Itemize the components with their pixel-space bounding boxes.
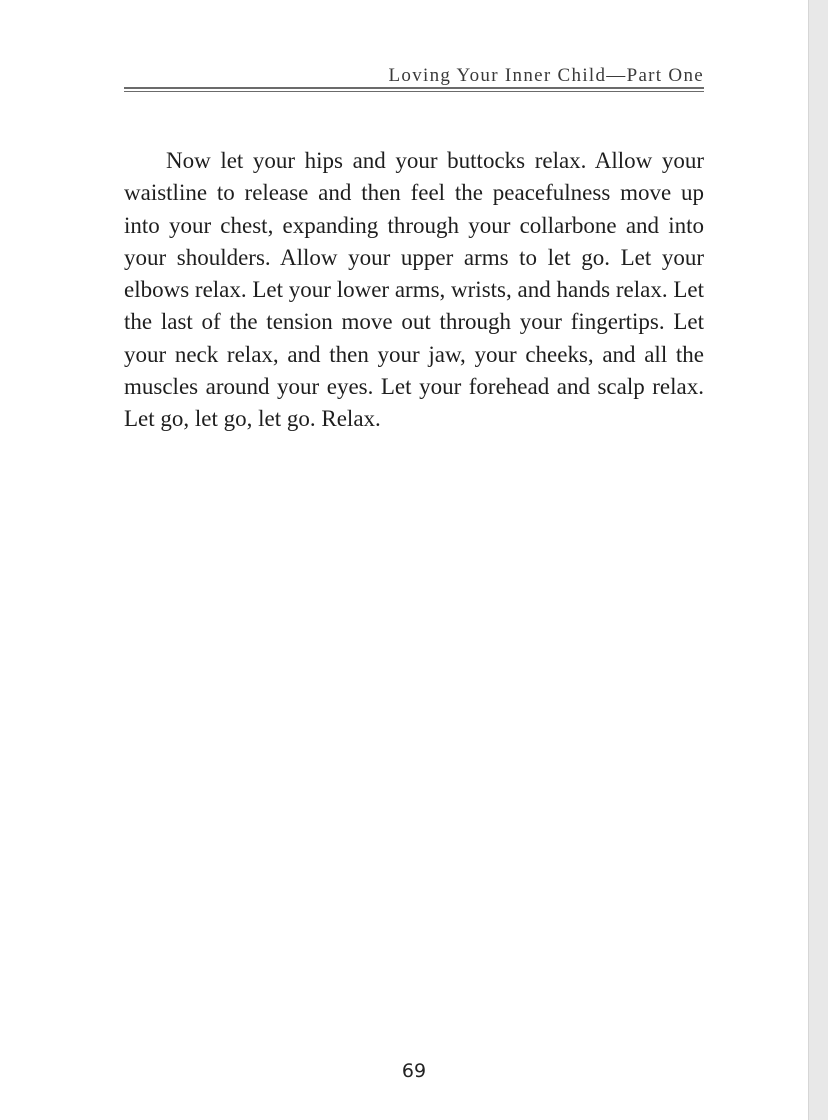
body-paragraph: Now let your hips and your buttocks relax. Allow your waistline to release and then feel the peacefulness move up into your chest, expanding through your collarbone and into your shoulders. Allow your upper arms to let go. Let your elbows relax. Let your lower arms, wrists, and hands relax. Let the last of the tension move out through your fingertips. Let your neck relax, and then your jaw, your cheeks, and all the muscles around your eyes. Let your forehead and scalp relax. Let go, let go, let go. Relax. xyxy=(124,148,704,432)
header-double-rule xyxy=(124,87,704,92)
page-edge-scrollbar[interactable] xyxy=(808,0,828,1120)
running-header-title: Loving Your Inner Child—Part One xyxy=(388,65,704,86)
page-number: 69 xyxy=(401,1060,427,1082)
